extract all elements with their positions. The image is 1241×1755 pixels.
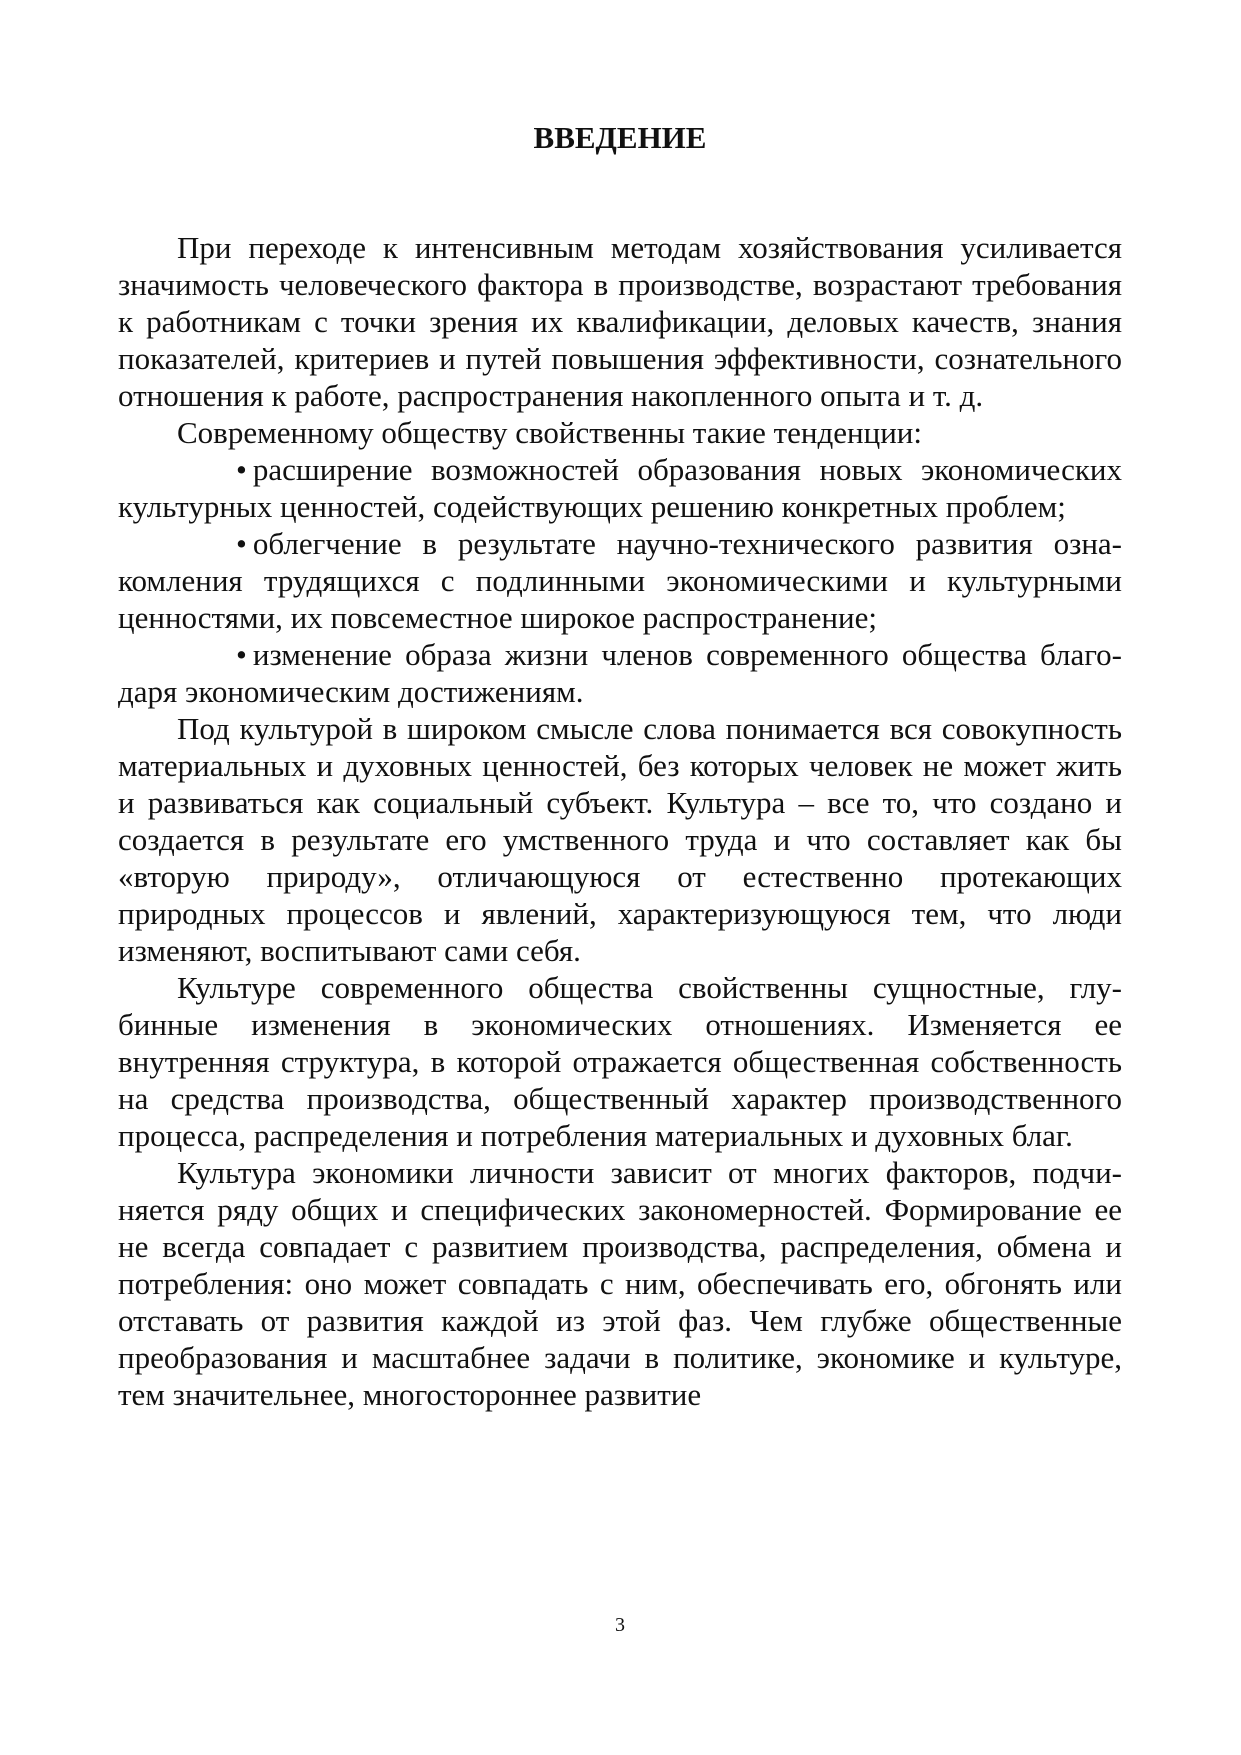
bullet-item bbox=[118, 451, 1122, 525]
paragraph bbox=[118, 229, 1122, 414]
bullet-icon: • bbox=[236, 526, 247, 561]
bullet-icon: • bbox=[236, 637, 247, 672]
paragraph-text: Под культурой в широком смысле слова понимается вся совокупность материальных и духовных ценностей, без которых человек не может жить и развиваться как социальный субъект. Культура – все то, что создано и создается в результате его умственного труда и что составляет как бы «вторую природу», отличающуюся от естественно протекающих природных процессов и явлений, характеризующуюся тем, что люди изменяют, воспитывают сами себя. bbox=[118, 711, 1122, 968]
bullet-item bbox=[118, 636, 1122, 710]
paragraph-text: Современному обществу свойственны такие тенденции: bbox=[177, 415, 923, 450]
bullet-icon: • bbox=[236, 452, 247, 487]
document-page bbox=[118, 0, 1122, 1755]
bullet-item bbox=[118, 525, 1122, 636]
bullet-text: расширение возможностей образования новых экономических культурных ценностей, содействующих решению конкретных проблем; bbox=[118, 452, 1122, 524]
paragraph bbox=[118, 414, 1122, 451]
page-number: 3 bbox=[615, 1614, 625, 1636]
paragraph bbox=[118, 969, 1122, 1154]
paragraph-text: Культуре современного общества свойственны сущностные, глубинные изменения в экономических отношениях. Изменяется ее внутренняя структура, в которой отражается общественная собственность на средства производства, общественный характер производственного процесса, распределения и потребления материальных и духовных благ. bbox=[118, 970, 1122, 1153]
bullet-text: изменение образа жизни членов современного общества благодаря экономическим достижениям. bbox=[118, 637, 1122, 709]
bullet-text: облегчение в результате научно-технического развития ознакомления трудящихся с подлинными экономическими и культурными ценностями, их повсеместное широкое распространение; bbox=[118, 526, 1122, 635]
paragraph bbox=[118, 710, 1122, 969]
paragraph bbox=[118, 1154, 1122, 1413]
body-text bbox=[118, 229, 1122, 1413]
paragraph-text: Культура экономики личности зависит от многих факторов, подчиняется ряду общих и специфических закономерностей. Формирование ее не всегда совпадает с развитием производства, распределения, обмена и потребления: оно может совпадать с ним, обеспечивать его, обгонять или отставать от развития каждой из этой фаз. Чем глубже общественные преобразования и масштабнее задачи в политике, экономике и культуре, тем значительнее, многостороннее развитие bbox=[118, 1155, 1122, 1412]
page-title: ВВЕДЕНИЕ bbox=[533, 120, 707, 155]
paragraph-text: При переходе к интенсивным методам хозяйствования усиливается значимость человеческого фактора в производстве, возрастают требования к работникам с точки зрения их квалификации, деловых качеств, знания показателей, критериев и путей повышения эффективности, сознательного отношения к работе, распространения накопленного опыта и т. д. bbox=[118, 230, 1122, 413]
